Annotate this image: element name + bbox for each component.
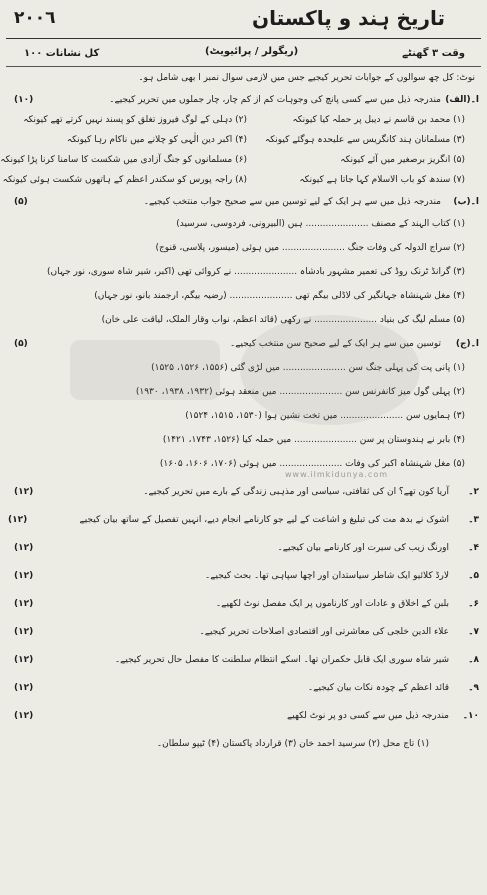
question-1a [8, 92, 479, 108]
mcq-text: (۵) مسلم لیگ کی بنیاد ...................... نے رکھی (قائد اعظم، نواب وقار الملک، لیاقت علی خان) [101, 315, 465, 325]
question-8 [8, 652, 479, 668]
question-text: مندرجہ ذیل میں سے کسی دو پر نوٹ لکھیے [287, 711, 449, 721]
reason-item: (۵) انگریز برصغیر میں آئے کیونکہ [340, 155, 465, 165]
mcq-text: (۱) کتاب الہند کے مصنف ...................... ہیں (البیرونی، فردوسی، سرسید) [176, 219, 465, 229]
question-number: ۷۔ [468, 627, 479, 637]
question-number: ۸۔ [468, 655, 479, 665]
question-10 [8, 708, 479, 724]
question-number: ۴۔ [468, 543, 479, 553]
mcq-item [8, 240, 479, 256]
note-text: نوٹ: کل چھ سوالوں کے جوابات تحریر کیجیے جس میں لازمی سوال نمبر ا بھی شامل ہو۔ [138, 73, 475, 83]
question-number: ۹۔ [468, 683, 479, 693]
paper-title: تاریخ ہند و پاکستان [252, 6, 445, 30]
question-1b [8, 194, 479, 210]
question-1c [8, 336, 479, 352]
candidate-group: (ریگولر / پرائیویٹ) [205, 46, 299, 57]
reason-item: (۷) سندھ کو باب الاسلام کہا جاتا ہے کیونکہ [299, 175, 465, 185]
question-text: مندرجہ ذیل میں سے ہر ایک کے لیے توسین میں سے صحیح جواب منتخب کیجیے۔ [143, 197, 441, 207]
q10-options [8, 736, 479, 752]
question-4 [8, 540, 479, 556]
watermark-site: www.ilmkidunya.com [285, 470, 389, 479]
meta-divider [6, 66, 481, 67]
question-9 [8, 680, 479, 696]
date-item [8, 360, 479, 376]
question-text: بلبن کے اخلاق و عادات اور کارناموں پر ایک مفصل نوٹ لکھیے۔ [215, 599, 449, 609]
question-number: ا۔(ج) [455, 339, 479, 349]
date-item [8, 408, 479, 424]
question-text: قائد اعظم کے چودہ نکات بیان کیجیے۔ [307, 683, 449, 693]
mcq-text: (۴) مغل شہنشاہ جہانگیر کی لاڈلی بیگم تھی ...................... (رضیہ بیگم، ارجمند بانو، نور جہاں) [94, 291, 465, 301]
question-number: ا۔(ب) [453, 197, 479, 207]
question-5 [8, 568, 479, 584]
q1a-row [0, 152, 479, 168]
question-text: اورنگ زیب کی سیرت اور کارنامے بیان کیجیے۔ [277, 543, 449, 553]
reason-item: (۴) اکبر دین الٰہی کو چلانے میں ناکام رہا کیونکہ [66, 135, 247, 145]
question-text: لارڈ کلائیو ایک شاطر سیاستدان اور اچھا سپاہی تھا۔ بحث کیجیے۔ [205, 571, 449, 581]
reason-item: (۱) محمد بن قاسم نے دیبل پر حملہ کیا کیونکہ [292, 115, 465, 125]
mcq-text: (۳) گرانڈ ٹرنک روڈ کی تعمیر مشہور بادشاہ ...................... نے کروائی تھی (اکبر، شیر شاہ سوری، نور جہاں) [47, 267, 465, 277]
question-marks: (۱۲) [14, 571, 34, 581]
date-item [8, 432, 479, 448]
paper-year: ٢٠٠٦ [14, 8, 56, 28]
reason-item: (۸) راجہ پورس کو سکندر اعظم کے ہاتھوں شکست ہوئی کیونکہ [2, 175, 247, 185]
reason-item: (۳) مسلمانان ہند کانگریس سے علیحدہ ہوگئے کیونکہ [265, 135, 465, 145]
question-marks: (۱۰) [14, 95, 34, 105]
paper-header [0, 0, 487, 40]
date-text: (۲) پہلی گول میز کانفرنس سن ...................... میں منعقد ہوئی (۱۹۳۲، ۱۹۳۸، ۱۹۳۰) [135, 387, 465, 397]
total-marks: کل نشانات ۱۰۰ [24, 48, 100, 59]
question-number: ۵۔ [468, 571, 479, 581]
question-number: ۱۰۔ [462, 711, 479, 721]
date-text: (۴) بابر نے ہندوستان پر سن ...................... میں حملہ کیا (۱۵۲۶، ۱۷۴۳، ۱۴۲۱) [162, 435, 465, 445]
paper-meta [0, 42, 487, 66]
reason-item: (۶) مسلمانوں کو جنگ آزادی میں شکست کا سامنا کرنا پڑا کیونکہ [0, 155, 247, 165]
date-text: (۳) ہمایوں سن ...................... میں تخت نشین ہوا (۱۵۳۰، ۱۵۱۵، ۱۵۲۴) [185, 411, 465, 421]
mcq-item [8, 216, 479, 232]
question-marks: (۱۲) [14, 599, 34, 609]
question-marks: (۵) [14, 339, 28, 349]
question-marks: (۵) [14, 197, 28, 207]
question-marks: (۱۲) [14, 711, 34, 721]
q1a-row [8, 132, 479, 148]
header-divider [6, 38, 481, 39]
question-text: توسین میں سے ہر ایک کے لیے صحیح سن منتخب کیجیے۔ [229, 339, 441, 349]
mcq-item [8, 264, 479, 280]
mcq-item [8, 312, 479, 328]
question-number: ۶۔ [468, 599, 479, 609]
q1a-row [2, 172, 479, 188]
question-marks: (۱۲) [8, 515, 28, 525]
mcq-item [8, 288, 479, 304]
question-number: ۳۔ [468, 515, 479, 525]
time-allowed: وقت ۳ گھنٹے [402, 48, 465, 59]
question-marks: (۱۲) [14, 683, 34, 693]
question-text: اشوک نے بدھ مت کی تبلیغ و اشاعت کے لیے جو کارنامے انجام دیے، انہیں تفصیل کے ساتھ بیان کیجیے [79, 515, 449, 525]
question-7 [8, 624, 479, 640]
question-number: ا۔(الف) [445, 95, 479, 105]
question-text: مندرجہ ذیل میں سے کسی پانچ کی وجوہات کم از کم چار، چار جملوں میں تحریر کیجیے۔ [109, 95, 441, 105]
instructions-note [8, 70, 479, 86]
date-item [8, 384, 479, 400]
question-marks: (۱۲) [14, 543, 34, 553]
mcq-text: (۲) سراج الدولہ کی وفات جنگ ...................... میں ہوئی (میسور، پلاسی، قنوج) [155, 243, 465, 253]
question-marks: (۱۲) [14, 627, 34, 637]
date-item [8, 456, 479, 472]
q1a-row [8, 112, 479, 128]
question-text: شیر شاہ سوری ایک قابل حکمران تھا۔ اسکے انتظام سلطنت کا مفصل حال تحریر کیجیے۔ [114, 655, 449, 665]
date-text: (۵) مغل شہنشاہ اکبر کی وفات ...................... میں ہوئی (۱۷۰۶، ۱۶۰۶، ۱۶۰۵) [159, 459, 465, 469]
question-marks: (۱۲) [14, 487, 34, 497]
question-6 [8, 596, 479, 612]
question-3 [8, 512, 479, 528]
question-text: آریا کون تھے؟ ان کی ثقافتی، سیاسی اور مذہبی زندگی کے بارے میں تحریر کیجیے۔ [143, 487, 449, 497]
question-text: علاء الدین خلجی کی معاشرتی اور اقتصادی اصلاحات تحریر کیجیے۔ [199, 627, 449, 637]
q10-options-text: (۱) تاج محل (۲) سرسید احمد خان (۳) قرارداد پاکستان (۴) ٹیپو سلطان۔ [156, 739, 429, 749]
question-2 [8, 484, 479, 500]
question-marks: (۱۲) [14, 655, 34, 665]
date-text: (۱) پانی پت کی پہلی جنگ سن ...................... میں لڑی گئی (۱۵۵۶، ۱۵۲۶، ۱۵۲۵) [151, 363, 465, 373]
question-number: ۲۔ [468, 487, 479, 497]
reason-item: (۲) دہلی کے لوگ فیروز تغلق کو پسند نہیں کرتے تھے کیونکہ [23, 115, 247, 125]
